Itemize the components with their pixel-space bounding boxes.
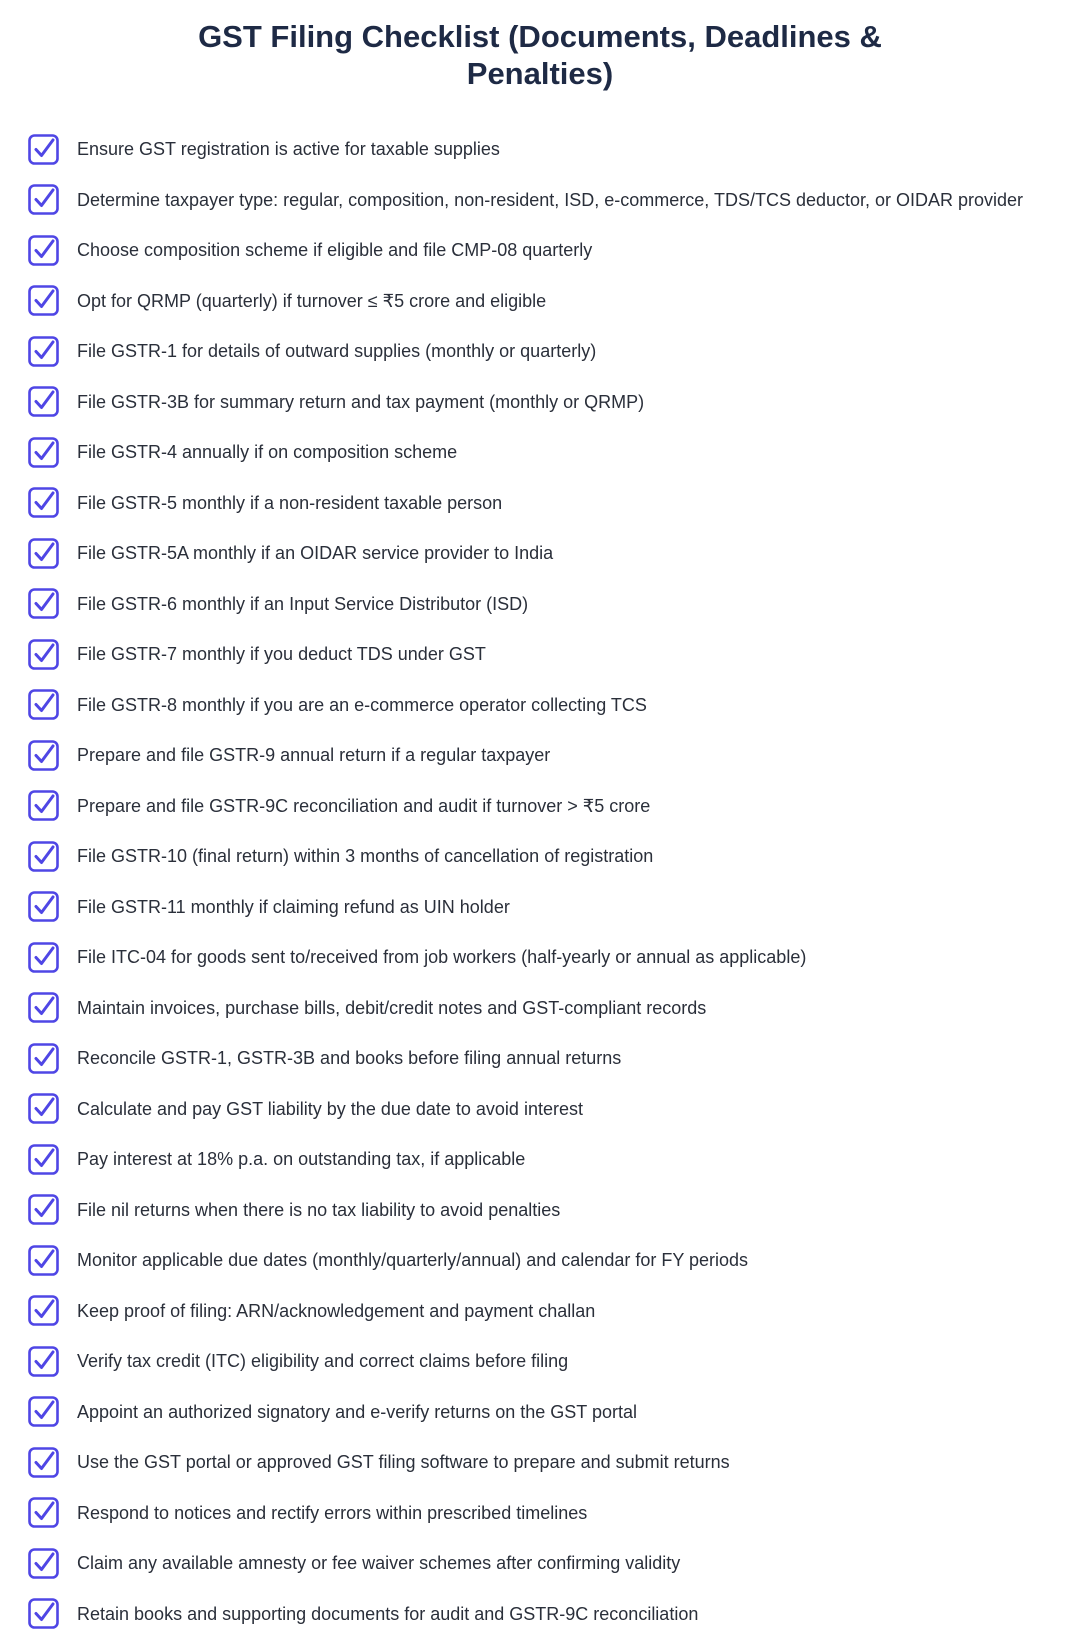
checklist-item-label: Calculate and pay GST liability by the due date to avoid interest [77,1098,583,1120]
checklist-item-label: Monitor applicable due dates (monthly/quarterly/annual) and calendar for FY periods [77,1249,748,1271]
checklist-item-label: Keep proof of filing: ARN/acknowledgement and payment challan [77,1300,595,1322]
checklist-item-label: File GSTR-10 (final return) within 3 months of cancellation of registration [77,845,653,867]
checklist-item-label: File nil returns when there is no tax liability to avoid penalties [77,1199,560,1221]
checklist-item-label: Pay interest at 18% p.a. on outstanding tax, if applicable [77,1148,525,1170]
checked-checkbox-icon[interactable] [28,1548,59,1579]
checklist-item-label: Retain books and supporting documents for audit and GSTR-9C reconciliation [77,1603,698,1625]
checklist-item-label: Opt for QRMP (quarterly) if turnover ≤ ₹5 crore and eligible [77,290,546,312]
checklist-item[interactable] [0,781,1080,832]
page-title: GST Filing Checklist (Documents, Deadlines & Penalties) [170,18,910,92]
checklist-item-label: File GSTR-1 for details of outward supplies (monthly or quarterly) [77,340,596,362]
checklist-item[interactable] [0,579,1080,630]
checked-checkbox-icon[interactable] [28,1043,59,1074]
checklist-item[interactable] [0,1033,1080,1084]
checklist-item[interactable] [0,1538,1080,1589]
checklist-item[interactable] [0,1488,1080,1539]
checked-checkbox-icon[interactable] [28,386,59,417]
checklist-item[interactable] [0,730,1080,781]
checklist-item-label: File GSTR-4 annually if on composition scheme [77,441,457,463]
checklist-item[interactable] [0,276,1080,327]
checked-checkbox-icon[interactable] [28,588,59,619]
checklist-item[interactable] [0,326,1080,377]
checklist [0,124,1080,1639]
checked-checkbox-icon[interactable] [28,1346,59,1377]
checklist-item[interactable] [0,1235,1080,1286]
checklist-item[interactable] [0,932,1080,983]
checked-checkbox-icon[interactable] [28,790,59,821]
checked-checkbox-icon[interactable] [28,1093,59,1124]
checked-checkbox-icon[interactable] [28,942,59,973]
checklist-item[interactable] [0,225,1080,276]
checklist-item-label: Maintain invoices, purchase bills, debit/credit notes and GST-compliant records [77,997,706,1019]
checklist-item[interactable] [0,1286,1080,1337]
checklist-item[interactable] [0,528,1080,579]
checked-checkbox-icon[interactable] [28,538,59,569]
checklist-item-label: Verify tax credit (ITC) eligibility and correct claims before filing [77,1350,568,1372]
checked-checkbox-icon[interactable] [28,891,59,922]
checklist-item-label: File ITC-04 for goods sent to/received from job workers (half-yearly or annual as applicable) [77,946,806,968]
checklist-item-label: Ensure GST registration is active for taxable supplies [77,138,500,160]
checklist-item[interactable] [0,478,1080,529]
checked-checkbox-icon[interactable] [28,1598,59,1629]
checklist-item[interactable] [0,1437,1080,1488]
checked-checkbox-icon[interactable] [28,740,59,771]
checklist-item[interactable] [0,831,1080,882]
checklist-item[interactable] [0,680,1080,731]
checklist-item[interactable] [0,1336,1080,1387]
checklist-item[interactable] [0,983,1080,1034]
checklist-item-label: Use the GST portal or approved GST filing software to prepare and submit returns [77,1451,730,1473]
checklist-item-label: Claim any available amnesty or fee waiver schemes after confirming validity [77,1552,680,1574]
checked-checkbox-icon[interactable] [28,1144,59,1175]
checked-checkbox-icon[interactable] [28,1194,59,1225]
checked-checkbox-icon[interactable] [28,437,59,468]
checked-checkbox-icon[interactable] [28,134,59,165]
checklist-item[interactable] [0,1134,1080,1185]
checklist-item[interactable] [0,377,1080,428]
checklist-item[interactable] [0,1387,1080,1438]
checked-checkbox-icon[interactable] [28,1447,59,1478]
checklist-item-label: File GSTR-7 monthly if you deduct TDS under GST [77,643,486,665]
checklist-item[interactable] [0,124,1080,175]
checklist-item-label: File GSTR-11 monthly if claiming refund as UIN holder [77,896,510,918]
checked-checkbox-icon[interactable] [28,285,59,316]
checked-checkbox-icon[interactable] [28,841,59,872]
checklist-item-label: File GSTR-5 monthly if a non-resident taxable person [77,492,502,514]
checklist-item[interactable] [0,175,1080,226]
checklist-item[interactable] [0,1084,1080,1135]
checklist-item-label: Appoint an authorized signatory and e-verify returns on the GST portal [77,1401,637,1423]
checked-checkbox-icon[interactable] [28,992,59,1023]
checklist-item-label: Determine taxpayer type: regular, composition, non-resident, ISD, e-commerce, TDS/TCS deductor, or OIDAR provider [77,189,1023,211]
checklist-item[interactable] [0,1589,1080,1639]
checked-checkbox-icon[interactable] [28,184,59,215]
checked-checkbox-icon[interactable] [28,235,59,266]
checklist-item-label: Prepare and file GSTR-9C reconciliation and audit if turnover > ₹5 crore [77,795,650,817]
checked-checkbox-icon[interactable] [28,1396,59,1427]
checklist-item-label: Choose composition scheme if eligible and file CMP-08 quarterly [77,239,592,261]
checklist-item-label: File GSTR-3B for summary return and tax payment (monthly or QRMP) [77,391,644,413]
checked-checkbox-icon[interactable] [28,1245,59,1276]
checklist-item[interactable] [0,882,1080,933]
checklist-item[interactable] [0,1185,1080,1236]
checked-checkbox-icon[interactable] [28,689,59,720]
checklist-item-label: Reconcile GSTR-1, GSTR-3B and books before filing annual returns [77,1047,621,1069]
checked-checkbox-icon[interactable] [28,1497,59,1528]
checklist-item-label: File GSTR-5A monthly if an OIDAR service provider to India [77,542,553,564]
checklist-item-label: Respond to notices and rectify errors within prescribed timelines [77,1502,587,1524]
checked-checkbox-icon[interactable] [28,1295,59,1326]
checked-checkbox-icon[interactable] [28,336,59,367]
checklist-item-label: File GSTR-8 monthly if you are an e-commerce operator collecting TCS [77,694,647,716]
checked-checkbox-icon[interactable] [28,487,59,518]
checklist-item-label: File GSTR-6 monthly if an Input Service Distributor (ISD) [77,593,528,615]
checklist-item[interactable] [0,427,1080,478]
checked-checkbox-icon[interactable] [28,639,59,670]
checklist-item-label: Prepare and file GSTR-9 annual return if a regular taxpayer [77,744,550,766]
checklist-item[interactable] [0,629,1080,680]
